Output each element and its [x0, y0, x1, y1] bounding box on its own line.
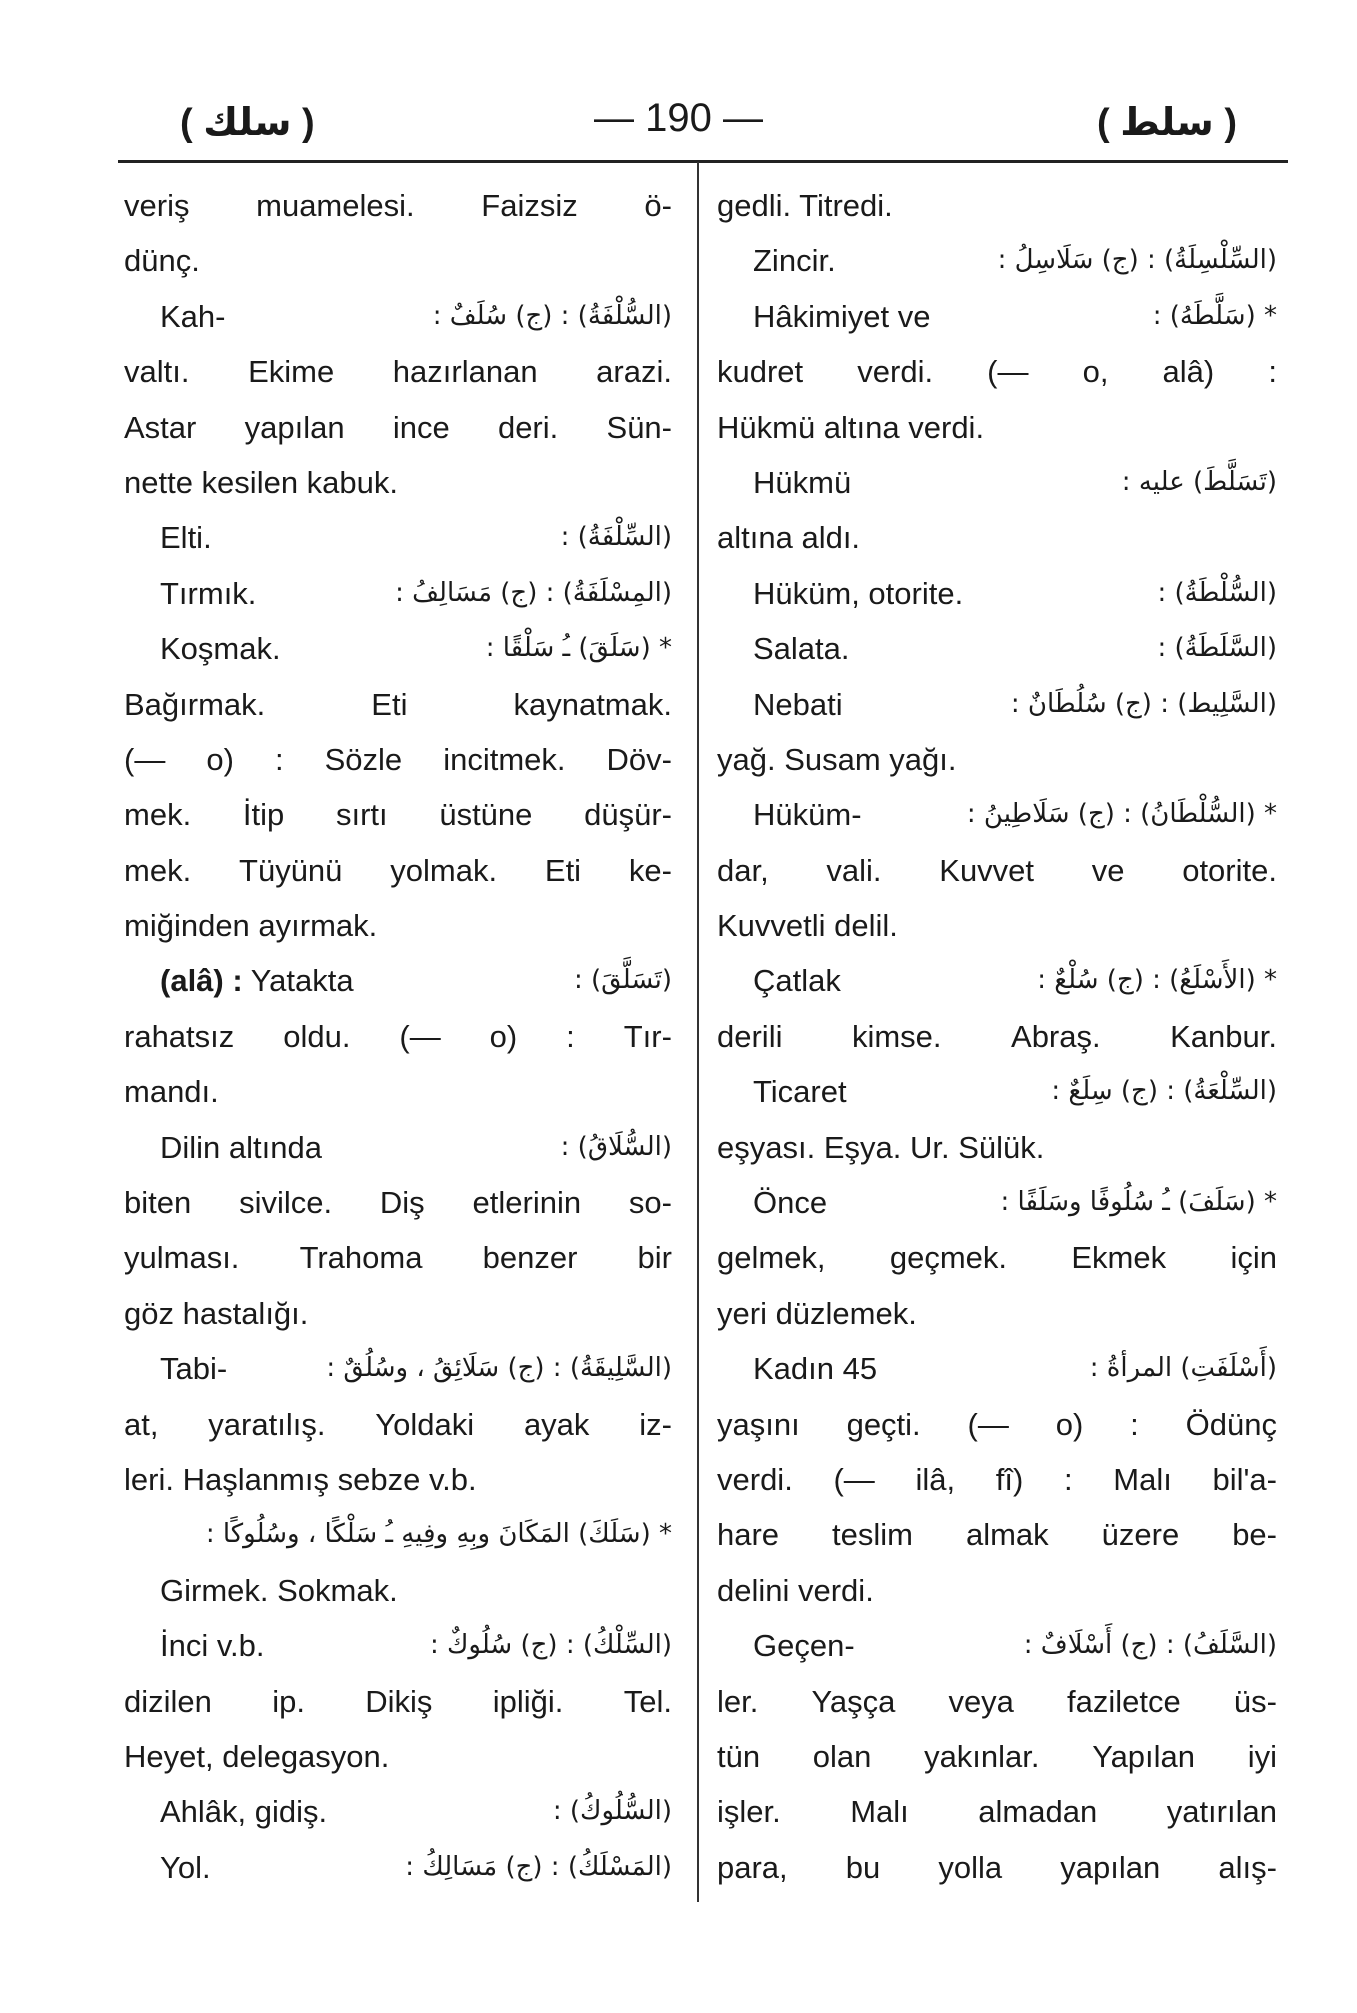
entry-headword: İnci v.b. — [160, 1628, 265, 1664]
entry-arabic: (السِّلْكُ) : (ج) سُلُوكٌ : — [429, 1630, 672, 1661]
dictionary-entry — [717, 233, 1277, 288]
text-line: Kuvvetli delil. — [717, 908, 898, 944]
dictionary-entry — [717, 621, 1277, 676]
text-line: gedli. Titredi. — [717, 188, 893, 223]
entry-headword: Ticaret — [753, 1074, 847, 1110]
header-rule — [118, 160, 1288, 163]
dictionary-entry — [124, 289, 672, 344]
arabic-line — [124, 1507, 672, 1562]
entry-headword: Elti. — [160, 520, 212, 556]
entry-headword: Önce — [753, 1185, 828, 1221]
entry-arabic: (السَّلِيقَةُ) : (ج) سَلَائِقُ ، وسُلُقٌ : — [326, 1353, 672, 1384]
dictionary-entry — [717, 289, 1277, 344]
dictionary-entry — [717, 566, 1277, 621]
entry-arabic: (السِّلْسِلَةُ) : (ج) سَلَاسِلُ : — [997, 245, 1277, 276]
text-line: altına aldı. — [717, 520, 861, 556]
text-line: veriş muamelesi. Faizsiz ö- — [124, 188, 672, 223]
entry-arabic: (السُّلْفَةُ) : (ج) سُلَفٌ : — [432, 300, 672, 331]
text-line: delini verdi. — [717, 1572, 874, 1608]
text-line: dar, vali. Kuvvet ve otorite. — [717, 852, 1277, 888]
text-line: yaşını geçti. (— o) : Ödünç — [717, 1406, 1277, 1442]
entry-headword: Hâkimiyet ve — [753, 298, 931, 334]
entry-headword: Kah- — [160, 298, 226, 334]
dictionary-entry — [717, 787, 1277, 842]
dictionary-entry — [124, 566, 672, 621]
entry-headword: Dilin altında — [160, 1129, 322, 1165]
text-line: nette kesilen kabuk. — [124, 464, 399, 500]
text-line: verdi. (— ilâ, fî) : Malı bil'a- — [717, 1461, 1277, 1497]
text-line: tün olan yakınlar. Yapılan iyi — [717, 1738, 1277, 1774]
text-line: dizilen ip. Dikiş ipliği. Tel. — [124, 1683, 672, 1719]
entry-headword: Hüküm, otorite. — [753, 575, 964, 611]
text-line: hare teslim almak üzere be- — [717, 1517, 1277, 1553]
text-line: kudret verdi. (— o, alâ) : — [717, 354, 1277, 390]
text-line: göz hastalığı. — [124, 1295, 309, 1331]
text-line: işler. Malı almadan yatırılan — [717, 1794, 1277, 1830]
dictionary-entry — [717, 1064, 1277, 1119]
entry-headword: Kadın 45 — [753, 1351, 878, 1387]
text-line: ler. Yaşça veya faziletce üs- — [717, 1683, 1277, 1719]
entry-headword: Hüküm- — [753, 797, 862, 833]
entry-arabic: (المَسْلَكُ) : (ج) مَسَالِكُ : — [405, 1851, 672, 1882]
dictionary-entry — [717, 1618, 1277, 1673]
text-line: derili kimse. Abraş. Kanbur. — [717, 1018, 1277, 1054]
entry-headword: Tabi- — [160, 1351, 228, 1387]
text-line: biten sivilce. Diş etlerinin so- — [124, 1185, 672, 1221]
entry-arabic: * (السُّلْطَانُ) : (ج) سَلَاطِينُ : — [966, 799, 1277, 830]
text-line: Girmek. Sokmak. — [160, 1572, 398, 1608]
entry-arabic: (السَّلِيط) : (ج) سُلُطَانٌ : — [1010, 688, 1277, 719]
dictionary-entry — [717, 953, 1277, 1008]
text-line: yağ. Susam yağı. — [717, 741, 957, 777]
dictionary-entry — [124, 621, 672, 676]
entry-headword: Salata. — [753, 631, 850, 667]
dictionary-entry — [124, 953, 672, 1008]
dictionary-entry — [124, 1341, 672, 1396]
entry-arabic: * (سَلَفَ) ـُ سُلُوفًا وسَلَفًا : — [1000, 1187, 1277, 1218]
entry-arabic: (السَّلَفُ) : (ج) أَسْلَافٌ : — [1023, 1630, 1277, 1661]
text-line: miğinden ayırmak. — [124, 908, 378, 944]
dictionary-entry — [124, 510, 672, 565]
entry-arabic: * (الأَسْلَعُ) : (ج) سُلْعٌ : — [1037, 965, 1277, 996]
right-column — [717, 178, 1277, 1895]
dictionary-entry — [124, 1840, 672, 1895]
entry-arabic: (المِسْلَفَةُ) : (ج) مَسَالِفُ : — [395, 577, 672, 608]
entry-headword: Yol. — [160, 1849, 211, 1885]
dictionary-entry — [717, 677, 1277, 732]
dictionary-entry — [717, 455, 1277, 510]
text-line: mek. Tüyünü yolmak. Eti ke- — [124, 852, 672, 888]
text-line: Astar yapılan ince deri. Sün- — [124, 409, 672, 445]
text-line: para, bu yolla yapılan alış- — [717, 1849, 1277, 1885]
entry-arabic: (تَسَلَّقَ) : — [573, 965, 672, 996]
text-line: mek. İtip sırtı üstüne düşür- — [124, 797, 672, 833]
dictionary-entry — [124, 1120, 672, 1175]
text-line: valtı. Ekime hazırlanan arazi. — [124, 354, 672, 390]
text-line: (— o) : Sözle incitmek. Döv- — [124, 741, 672, 777]
text-line: dünç. — [124, 243, 200, 279]
entry-arabic: (السُّلَاقُ) : — [560, 1131, 672, 1162]
entry-headword: Tırmık. — [160, 575, 257, 611]
entry-arabic: (السِّلْعَةُ) : (ج) سِلَعٌ : — [1051, 1076, 1277, 1107]
text-line: gelmek, geçmek. Ekmek için — [717, 1240, 1277, 1276]
entry-arabic: (أَسْلَفَتِ) المرأةُ : — [1089, 1353, 1277, 1384]
text-line: yulması. Trahoma benzer bir — [124, 1240, 672, 1276]
entry-headword: Koşmak. — [160, 631, 281, 667]
entry-arabic: * (سَلَّطَهُ) : — [1152, 300, 1277, 331]
entry-arabic: * (سَلَكَ) المَكَانَ وبِهِ وفِيهِ ـُ سَلْكًا ، وسُلُوكًا : — [205, 1519, 672, 1550]
header-right-root: ( سلط ) — [1096, 102, 1237, 144]
left-column — [124, 178, 672, 1895]
entry-headword: Zincir. — [753, 243, 836, 279]
header-left-root: ( سلك ) — [180, 102, 315, 144]
entry-arabic: (السُّلُوكُ) : — [552, 1796, 672, 1827]
text-line: mandı. — [124, 1074, 219, 1110]
entry-headword: Ahlâk, gidiş. — [160, 1794, 328, 1830]
dictionary-entry — [717, 1341, 1277, 1396]
entry-headword: Geçen- — [753, 1628, 855, 1664]
text-line: leri. Haşlanmış sebze v.b. — [124, 1461, 477, 1497]
entry-arabic: (السَّلَطَةُ) : — [1157, 633, 1277, 664]
entry-headword: Çatlak — [753, 963, 841, 999]
dictionary-entry — [124, 1618, 672, 1673]
column-divider — [697, 162, 699, 1902]
entry-arabic: (السِّلْفَةُ) : — [560, 522, 672, 553]
entry-arabic: (تَسَلَّطَ) عليه : — [1121, 466, 1277, 497]
page-number: — 190 — — [594, 96, 763, 140]
text-line: Hükmü altına verdi. — [717, 409, 985, 445]
entry-headword: (alâ) : Yatakta — [160, 963, 354, 999]
text-line: Heyet, delegasyon. — [124, 1738, 390, 1774]
dictionary-entry — [717, 1175, 1277, 1230]
text-line: eşyası. Eşya. Ur. Sülük. — [717, 1129, 1045, 1165]
entry-headword: Hükmü — [753, 464, 852, 500]
text-line: yeri düzlemek. — [717, 1295, 917, 1331]
text-line: rahatsız oldu. (— o) : Tır- — [124, 1018, 672, 1054]
entry-arabic: (السُّلْطَةُ) : — [1157, 577, 1277, 608]
entry-headword: Nebati — [753, 686, 843, 722]
dictionary-entry — [124, 1784, 672, 1839]
text-line: at, yaratılış. Yoldaki ayak iz- — [124, 1406, 672, 1442]
entry-arabic: * (سَلَقَ) ـُ سَلْقًا : — [485, 633, 672, 664]
text-line: Bağırmak. Eti kaynatmak. — [124, 686, 672, 722]
